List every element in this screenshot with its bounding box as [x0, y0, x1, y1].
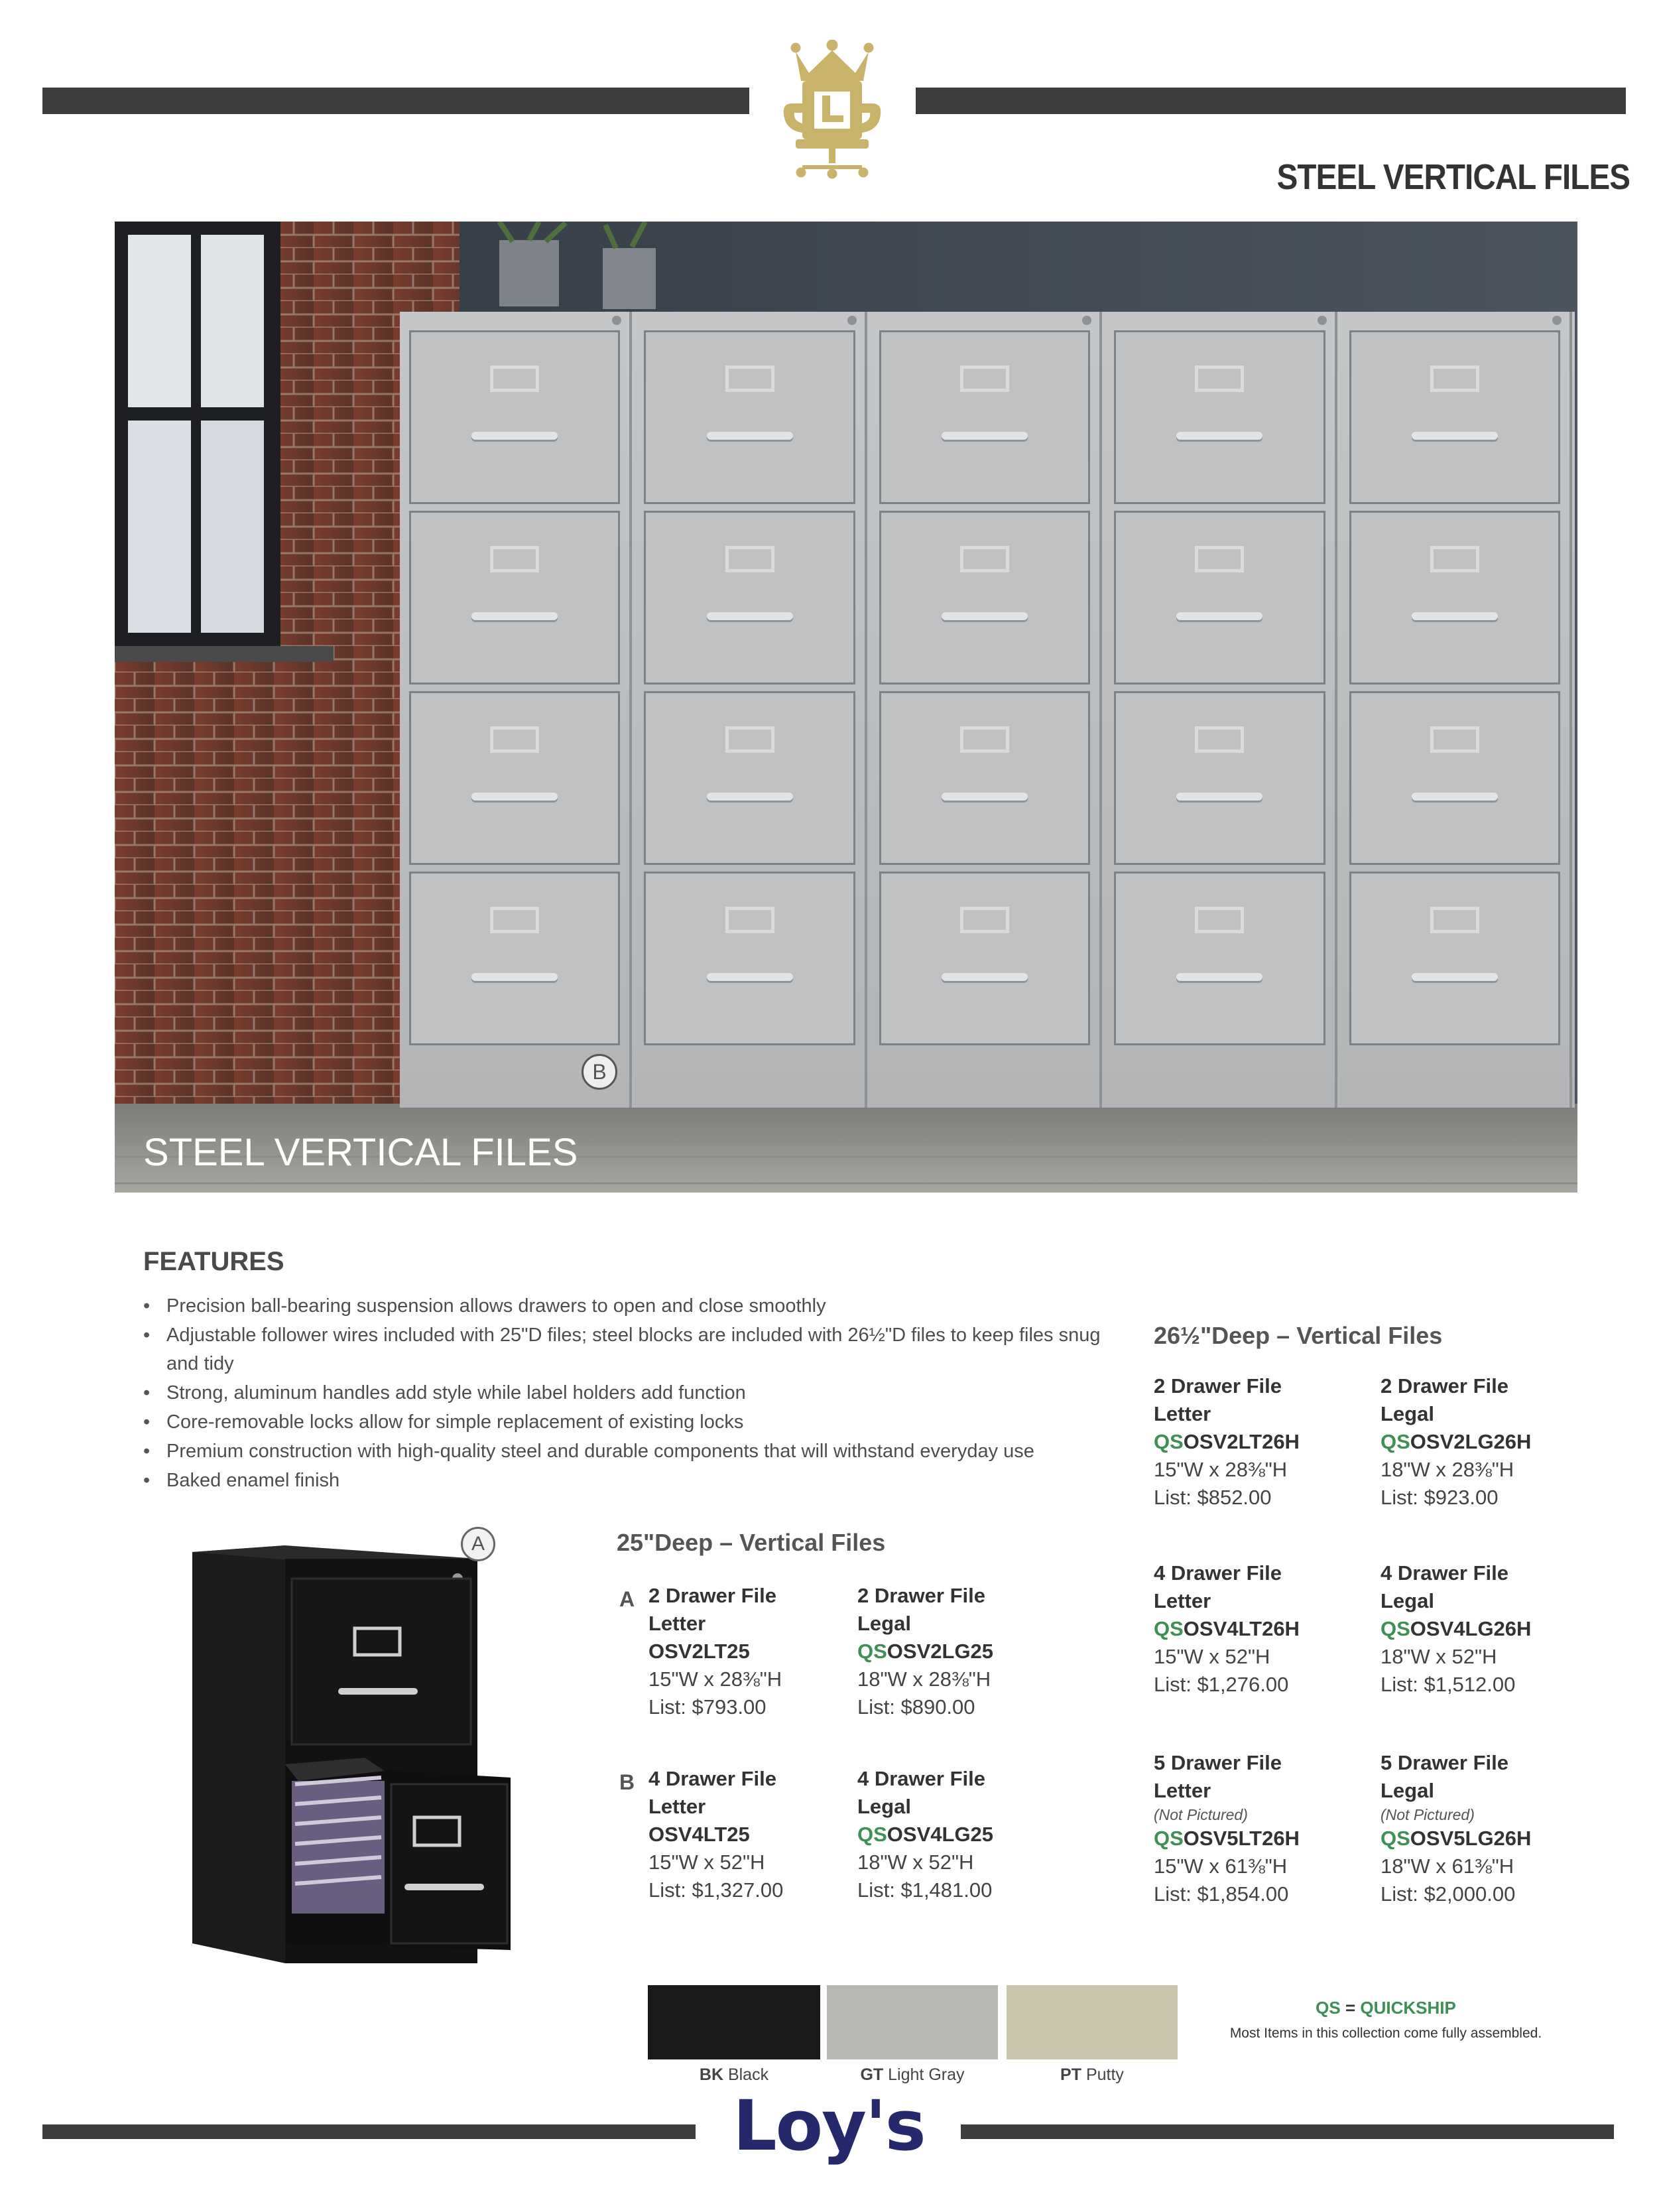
product-dims: 18"W x 61⅜"H — [1381, 1854, 1514, 1878]
drawer — [879, 511, 1090, 684]
product-note: (Not Pictured) — [1154, 1806, 1248, 1823]
quickship-prefix: QS — [1154, 1617, 1184, 1640]
product-name: 5 Drawer File — [1381, 1751, 1508, 1774]
product-sku: OSV2LG26H — [1410, 1430, 1532, 1453]
product-dims: 15"W x 52"H — [648, 1851, 765, 1874]
swatch-label — [827, 2065, 998, 2085]
product-type: Letter — [1154, 1402, 1211, 1425]
label-holder — [725, 546, 774, 572]
swatch-label — [1007, 2065, 1178, 2085]
quickship-qs: QS — [1316, 1998, 1341, 2018]
drawer — [879, 330, 1090, 504]
lock-icon — [847, 316, 857, 325]
label-holder — [1430, 907, 1479, 933]
drawer — [879, 872, 1090, 1045]
product-name: 2 Drawer File — [857, 1584, 985, 1607]
page-title: STEEL VERTICAL FILES — [1276, 157, 1630, 197]
label-holder — [1430, 546, 1479, 572]
product-photo-black-cabinet — [166, 1519, 537, 1983]
drawer-handle — [1176, 432, 1262, 440]
product-type: Legal — [1381, 1779, 1434, 1802]
product-type: Legal — [857, 1795, 911, 1818]
quickship-legend — [1213, 1998, 1558, 2018]
product-sku: OSV4LT26H — [1183, 1617, 1300, 1640]
label-holder — [1195, 907, 1244, 933]
feature-item: • Premium construction with high-quality steel and durable components that will withstand everyday use — [143, 1437, 1111, 1466]
product-type: Legal — [1381, 1402, 1434, 1425]
drawer-handle — [707, 793, 793, 801]
deep25-row-letter: B — [619, 1770, 635, 1794]
product-note: (Not Pictured) — [1381, 1806, 1475, 1823]
product-dims: 18"W x 52"H — [857, 1851, 974, 1874]
label-holder — [960, 546, 1009, 572]
drawer-handle — [942, 432, 1028, 440]
quickship-prefix: QS — [1154, 1430, 1184, 1453]
drawer — [409, 511, 620, 684]
drawer — [644, 511, 855, 684]
drawer — [644, 872, 855, 1045]
feature-item: • Precision ball-bearing suspension allows drawers to open and close smoothly — [143, 1292, 1111, 1321]
product-sku: OSV4LG26H — [1410, 1617, 1532, 1640]
drawer-handle — [707, 612, 793, 620]
drawer-handle — [471, 612, 558, 620]
photo-badge-label: A — [471, 1533, 485, 1555]
product-price: List: $2,000.00 — [1381, 1882, 1516, 1906]
features-list — [143, 1292, 1111, 1496]
footer-bar-left — [42, 2124, 696, 2139]
product-name: 4 Drawer File — [648, 1767, 776, 1790]
product-dims: 15"W x 28⅜"H — [648, 1667, 782, 1691]
product-name: 2 Drawer File — [648, 1584, 776, 1607]
photo-badge — [461, 1527, 495, 1561]
drawer-handle — [471, 793, 558, 801]
label-holder — [1195, 365, 1244, 392]
product-price: List: $1,327.00 — [648, 1878, 784, 1902]
product-type: Letter — [648, 1612, 706, 1635]
drawer — [1349, 691, 1560, 865]
lock-icon — [612, 316, 621, 325]
drawer-handle — [942, 973, 1028, 981]
deep25-title: 25"Deep – Vertical Files — [617, 1529, 886, 1556]
drawer — [1349, 872, 1560, 1045]
quickship-prefix: QS — [857, 1823, 887, 1846]
hero-badge — [582, 1054, 617, 1090]
quickship-word: QUICKSHIP — [1360, 1998, 1456, 2018]
label-holder — [1195, 726, 1244, 753]
drawer-handle — [1412, 432, 1498, 440]
product-sku: OSV5LT26H — [1183, 1827, 1300, 1850]
swatch-code: BK — [699, 2065, 723, 2084]
feature-item: • Strong, aluminum handles add style while label holders add function — [143, 1379, 1111, 1407]
product-price: List: $852.00 — [1154, 1486, 1272, 1509]
product-sku: OSV2LT25 — [648, 1640, 750, 1663]
label-holder — [725, 365, 774, 392]
label-holder — [1195, 546, 1244, 572]
product-name: 4 Drawer File — [857, 1767, 985, 1790]
drawer — [879, 691, 1090, 865]
product-dims: 18"W x 52"H — [1381, 1645, 1497, 1668]
product-type: Legal — [1381, 1589, 1434, 1612]
drawer-handle — [707, 432, 793, 440]
product-sku: OSV2LT26H — [1183, 1430, 1300, 1453]
drawer-handle — [942, 793, 1028, 801]
label-holder — [490, 726, 539, 753]
drawer — [1114, 330, 1325, 504]
footer-bar-right — [961, 2124, 1614, 2139]
product-entry — [1154, 1559, 1373, 1699]
quickship-prefix: QS — [1381, 1827, 1410, 1850]
quickship-prefix: QS — [1381, 1430, 1410, 1453]
drawer-handle — [1412, 973, 1498, 981]
drawer-handle — [471, 432, 558, 440]
quickship-prefix: QS — [1381, 1617, 1410, 1640]
product-name: 5 Drawer File — [1154, 1751, 1282, 1774]
product-entry — [1381, 1372, 1599, 1512]
product-sku: OSV4LT25 — [648, 1823, 750, 1846]
product-price: List: $890.00 — [857, 1695, 975, 1719]
drawer-handle — [1176, 612, 1262, 620]
feature-item: • Baked enamel finish — [143, 1466, 1111, 1495]
drawer-handle — [1176, 973, 1262, 981]
lock-icon — [1552, 316, 1562, 325]
product-dims: 15"W x 28⅜"H — [1154, 1458, 1288, 1481]
drawer — [1349, 511, 1560, 684]
drawer-handle — [471, 973, 558, 981]
product-sku: OSV5LG26H — [1410, 1827, 1532, 1850]
product-entry — [648, 1582, 861, 1721]
product-dims: 18"W x 28⅜"H — [857, 1667, 991, 1691]
product-name: 4 Drawer File — [1381, 1561, 1508, 1585]
hero-image — [115, 222, 1577, 1193]
product-type: Legal — [857, 1612, 911, 1635]
drawer-handle — [942, 612, 1028, 620]
header-bar-right — [916, 88, 1626, 114]
product-price: List: $1,481.00 — [857, 1878, 993, 1902]
label-holder — [490, 546, 539, 572]
swatch-label — [648, 2065, 820, 2085]
swatch-name: Light Gray — [888, 2065, 965, 2084]
label-holder — [960, 907, 1009, 933]
feature-item: • Adjustable follower wires included with 25"D files; steel blocks are included with 26½"D files to keep files snug and tidy — [143, 1321, 1111, 1378]
label-holder — [1430, 365, 1479, 392]
quickship-note: Most Items in this collection come fully assembled. — [1229, 2026, 1542, 2041]
deep26-title: 26½"Deep – Vertical Files — [1154, 1322, 1443, 1349]
label-holder — [960, 365, 1009, 392]
quickship-prefix: QS — [1154, 1827, 1184, 1850]
label-holder — [960, 726, 1009, 753]
product-dims: 18"W x 28⅜"H — [1381, 1458, 1514, 1481]
hero-badge-label: B — [592, 1060, 607, 1084]
file-cabinet-group — [400, 312, 1575, 1108]
product-type: Letter — [1154, 1779, 1211, 1802]
label-holder — [725, 726, 774, 753]
product-entry — [1154, 1372, 1373, 1512]
product-name: 4 Drawer File — [1154, 1561, 1282, 1585]
swatch-light-gray — [827, 1985, 998, 2059]
lock-icon — [1318, 316, 1327, 325]
swatch-code: GT — [860, 2065, 884, 2084]
product-sku: OSV2LG25 — [887, 1640, 994, 1663]
feature-item: • Core-removable locks allow for simple replacement of existing locks — [143, 1408, 1111, 1437]
deep25-row-letter: A — [619, 1587, 635, 1611]
drawer — [409, 330, 620, 504]
footer-brand-logo: Loy's — [733, 2085, 925, 2166]
product-price: List: $793.00 — [648, 1695, 767, 1719]
drawer — [1114, 511, 1325, 684]
drawer — [644, 330, 855, 504]
file-cabinet — [1105, 312, 1337, 1108]
product-sku: OSV4LG25 — [887, 1823, 994, 1846]
product-dims: 15"W x 52"H — [1154, 1645, 1270, 1668]
quickship-eq: = — [1345, 1998, 1356, 2018]
swatch-name: Putty — [1085, 2065, 1124, 2084]
features-title: FEATURES — [143, 1247, 284, 1276]
swatch-name: Black — [727, 2065, 769, 2084]
file-cabinet — [400, 312, 632, 1108]
product-price: List: $1,512.00 — [1381, 1673, 1516, 1696]
drawer — [409, 872, 620, 1045]
file-cabinet — [1340, 312, 1572, 1108]
swatch-black — [648, 1985, 820, 2059]
product-name: 2 Drawer File — [1154, 1374, 1282, 1398]
drawer-handle — [707, 973, 793, 981]
product-entry — [857, 1582, 1070, 1721]
drawer — [409, 691, 620, 865]
drawer — [644, 691, 855, 865]
label-holder — [725, 907, 774, 933]
label-holder — [1430, 726, 1479, 753]
drawer-handle — [1412, 612, 1498, 620]
drawer-handle — [1412, 793, 1498, 801]
header-bar-left — [42, 88, 749, 114]
product-type: Letter — [1154, 1589, 1211, 1612]
label-holder — [490, 907, 539, 933]
product-entry — [1154, 1749, 1373, 1908]
product-entry — [857, 1765, 1070, 1904]
file-cabinet — [635, 312, 867, 1108]
drawer-handle — [1176, 793, 1262, 801]
product-entry — [1381, 1559, 1599, 1699]
product-name: 2 Drawer File — [1381, 1374, 1508, 1398]
product-price: List: $923.00 — [1381, 1486, 1499, 1509]
label-holder — [490, 365, 539, 392]
file-cabinet — [870, 312, 1102, 1108]
crown-logo-icon — [776, 40, 889, 179]
product-price: List: $1,854.00 — [1154, 1882, 1289, 1906]
product-entry — [1381, 1749, 1599, 1908]
drawer — [1114, 691, 1325, 865]
product-price: List: $1,276.00 — [1154, 1673, 1289, 1696]
hero-caption: STEEL VERTICAL FILES — [143, 1131, 578, 1174]
product-entry — [648, 1765, 861, 1904]
drawer — [1114, 872, 1325, 1045]
lock-icon — [1082, 316, 1091, 325]
product-type: Letter — [648, 1795, 706, 1818]
swatch-code: PT — [1060, 2065, 1081, 2084]
quickship-prefix: QS — [857, 1640, 887, 1663]
product-dims: 15"W x 61⅜"H — [1154, 1854, 1288, 1878]
drawer — [1349, 330, 1560, 504]
swatch-putty — [1007, 1985, 1178, 2059]
